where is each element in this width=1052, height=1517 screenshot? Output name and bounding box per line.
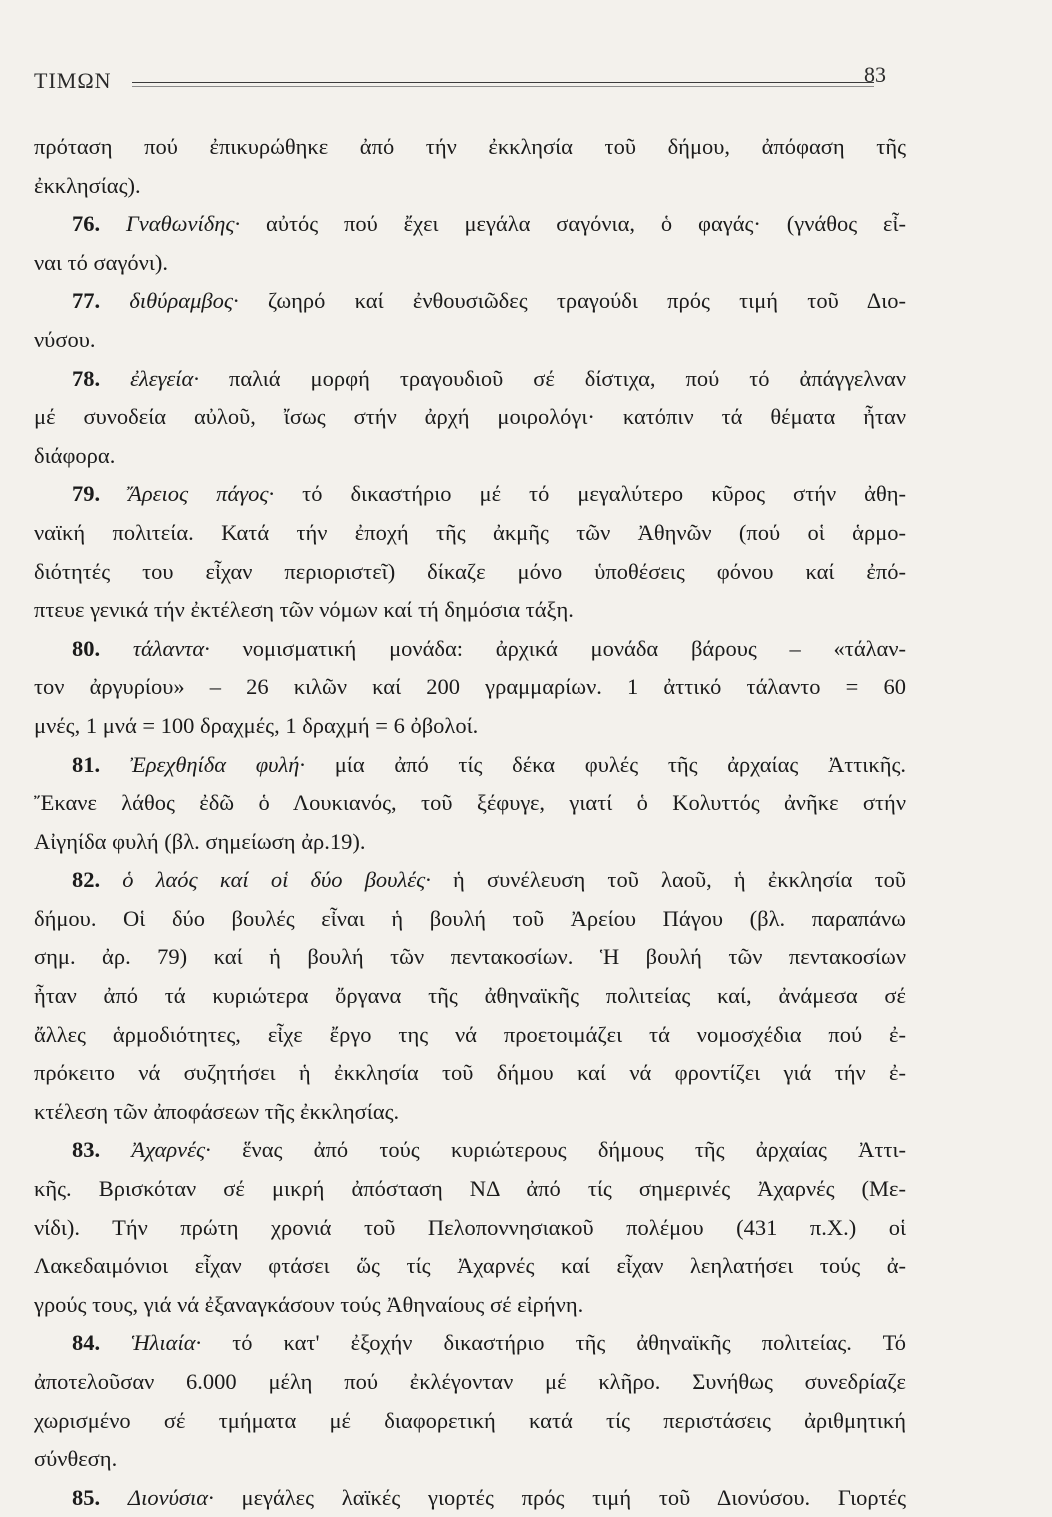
line-text: ναϊκή πολιτεία. Κατά τήν ἐποχή τῆς ἀκμῆς τῶν Ἀθηνῶν (πού οἱ ἁρμο- — [34, 519, 906, 545]
line-text: διότητές του εἶχαν περιοριστεῖ) δίκαζε μόνο ὑποθέσεις φόνου καί ἐπό- — [34, 558, 906, 584]
text-line — [34, 1170, 906, 1209]
line-text: ναι τό σαγόνι). — [34, 249, 169, 275]
note-term: Ἐρεχθηίδα φυλή· — [129, 751, 306, 777]
note-number: 78. — [72, 365, 101, 391]
text-line — [34, 668, 906, 707]
note-entry-line — [34, 282, 906, 321]
note-term: διθύραμβος· — [129, 288, 239, 314]
note-number: 76. — [72, 211, 101, 237]
line-text: μνές, 1 μνά = 100 δραχμές, 1 δραχμή = 6 ὀβολοί. — [34, 712, 479, 738]
note-text: ἡ συνέλευση τοῦ λαοῦ, ἡ ἐκκλησία τοῦ — [453, 867, 907, 893]
line-text: γρούς τους, γιά νά ἐξαναγκάσουν τούς Ἀθηναίους σέ εἰρήνη. — [34, 1291, 584, 1317]
line-text: σημ. ἀρ. 79) καί ἡ βουλή τῶν πεντακοσίων. Ἡ βουλή τῶν πεντακοσίων — [34, 944, 906, 970]
note-entry-line — [34, 861, 906, 900]
text-line — [34, 823, 906, 862]
note-term: ἐλεγεία· — [130, 365, 199, 391]
line-text: κῆς. Βρισκόταν σέ μικρή ἀπόσταση ΝΔ ἀπό τίς σημερινές Ἀχαρνές (Με- — [34, 1176, 906, 1202]
text-line — [34, 938, 906, 977]
text-line — [34, 437, 906, 476]
page-number: 83 — [864, 62, 886, 87]
note-term: Γναθωνίδης· — [126, 211, 241, 237]
note-text: αὐτός πού ἔχει μεγάλα σαγόνια, ὁ φαγάς· (γνάθος εἶ- — [266, 211, 906, 237]
text-line — [34, 128, 906, 167]
note-number: 77. — [72, 288, 101, 314]
line-text: ἀποτελοῦσαν 6.000 μέλη πού ἐκλέγονταν μέ κλῆρο. Συνήθως συνεδρίαζε — [34, 1369, 906, 1394]
text-line — [34, 1286, 906, 1325]
text-line — [34, 321, 906, 360]
note-entry-line — [34, 1131, 906, 1170]
line-text: Λακεδαιμόνιοι εἶχαν φτάσει ὥς τίς Ἀχαρνές καί εἶχαν λεηλατήσει τούς ἀ- — [34, 1253, 906, 1279]
note-text: ζωηρό καί ἐνθουσιῶδες τραγούδι πρός τιμή τοῦ Διο- — [267, 288, 906, 314]
line-text: πρόταση πού ἐπικυρώθηκε ἀπό τήν ἐκκλησία τοῦ δήμου, ἀπόφαση τῆς — [34, 134, 906, 159]
note-entry-line — [34, 360, 906, 399]
note-entry-line — [34, 1479, 906, 1517]
note-number: 83. — [72, 1137, 101, 1163]
line-text: ἄλλες ἁρμοδιότητες, εἶχε ἔργο της νά προετοιμάζει τά νομοσχέδια πού ἐ- — [34, 1021, 906, 1047]
header-rule-secondary — [132, 86, 874, 87]
note-number: 82. — [72, 867, 101, 893]
note-text: τό δικαστήριο μέ τό μεγαλύτερο κῦρος στήν ἀθη- — [302, 481, 907, 507]
note-text: παλιά μορφή τραγουδιοῦ σέ δίστιχα, πού τό ἀπάγγελναν — [228, 365, 906, 391]
line-text: ἐκκλησίας). — [34, 172, 141, 198]
header-rule — [132, 82, 874, 83]
text-line — [34, 977, 906, 1016]
note-term: Ἄρειος πάγος· — [128, 481, 275, 507]
note-number: 79. — [72, 481, 101, 507]
page-header — [34, 62, 884, 98]
running-head: ΤΙΜΩΝ — [34, 68, 112, 93]
line-text: Ἔκανε λάθος ἐδῶ ὁ Λουκιανός, τοῦ ξέφυγε, γιατί ὁ Κολυττός ἀνῆκε στήν — [34, 790, 906, 816]
text-line — [34, 707, 906, 746]
text-line — [34, 1016, 906, 1055]
text-line — [34, 900, 906, 939]
text-line — [34, 244, 906, 283]
text-line — [34, 1402, 906, 1441]
text-line — [34, 1363, 906, 1402]
note-number: 85. — [72, 1484, 101, 1510]
text-line — [34, 1209, 906, 1248]
text-line — [34, 784, 906, 823]
text-line — [34, 1440, 906, 1479]
note-text: ἕνας ἀπό τούς κυριώτερους δήμους τῆς ἀρχαίας Ἀττι- — [242, 1137, 907, 1163]
line-text: νίδι). Τήν πρώτη χρονιά τοῦ Πελοποννησιακοῦ πολέμου (431 π.Χ.) οἱ — [34, 1214, 906, 1240]
text-line — [34, 1093, 906, 1132]
text-line — [34, 398, 906, 437]
note-entry-line — [34, 205, 906, 244]
note-entry-line — [34, 1324, 906, 1363]
note-term: Ἡλιαία· — [131, 1330, 202, 1356]
note-text: μία ἀπό τίς δέκα φυλές τῆς ἀρχαίας Ἀττικῆς. — [334, 751, 906, 777]
line-text: τον ἀργυρίου» – 26 κιλῶν καί 200 γραμμαρίων. 1 ἀττικό τάλαντο = 60 — [34, 674, 906, 700]
line-text: πρόκειτο νά συζητήσει ἡ ἐκκλησία τοῦ δήμου καί νά φροντίζει γιά τήν ἐ- — [34, 1060, 906, 1086]
line-text: νύσου. — [34, 326, 96, 352]
note-number: 81. — [72, 751, 101, 777]
note-number: 84. — [72, 1330, 101, 1356]
line-text: Αἰγηίδα φυλή (βλ. σημείωση ἀρ.19). — [34, 828, 366, 854]
text-line — [34, 591, 906, 630]
note-text: μεγάλες λαϊκές γιορτές πρός τιμή τοῦ Διονύσου. Γιορτές — [241, 1484, 907, 1510]
note-text: τό κατ' ἐξοχήν δικαστήριο τῆς ἀθηναϊκῆς πολιτείας. Τό — [232, 1330, 907, 1356]
line-text: σύνθεση. — [34, 1446, 118, 1472]
text-line — [34, 514, 906, 553]
text-line — [34, 167, 906, 206]
text-line — [34, 1054, 906, 1093]
note-text: νομισματική μονάδα: ἀρχικά μονάδα βάρους – «τάλαν- — [242, 635, 907, 661]
line-text: πτευε γενικά τήν ἐκτέλεση τῶν νόμων καί τή δημόσια τάξη. — [34, 597, 574, 623]
line-text: κτέλεση τῶν ἀποφάσεων τῆς ἐκκλησίας. — [34, 1098, 400, 1124]
line-text: μέ συνοδεία αὐλοῦ, ἴσως στήν ἀρχή μοιρολόγι· κατόπιν τά θέματα ἦταν — [34, 404, 906, 430]
line-text: δήμου. Οἱ δύο βουλές εἶναι ἡ βουλή τοῦ Ἀρείου Πάγου (βλ. παραπάνω — [34, 905, 906, 931]
note-entry-line — [34, 475, 906, 514]
note-entry-line — [34, 746, 906, 785]
note-term: τάλαντα· — [132, 635, 210, 661]
note-entry-line — [34, 630, 906, 669]
line-text: διάφορα. — [34, 442, 116, 468]
note-number: 80. — [72, 635, 101, 661]
line-text: ἦταν ἀπό τά κυριώτερα ὄργανα τῆς ἀθηναϊκῆς πολιτείας καί, ἀνάμεσα σέ — [34, 983, 906, 1009]
text-line — [34, 1247, 906, 1286]
notes-body — [34, 128, 906, 1517]
note-term: ὁ λαός καί οἱ δύο βουλές· — [122, 867, 431, 893]
line-text: χωρισμένο σέ τμήματα μέ διαφορετική κατά τίς περιστάσεις ἀριθμητική — [34, 1407, 906, 1433]
note-term: Ἀχαρνές· — [131, 1137, 211, 1163]
note-term: Διονύσια· — [127, 1484, 214, 1510]
text-line — [34, 553, 906, 592]
